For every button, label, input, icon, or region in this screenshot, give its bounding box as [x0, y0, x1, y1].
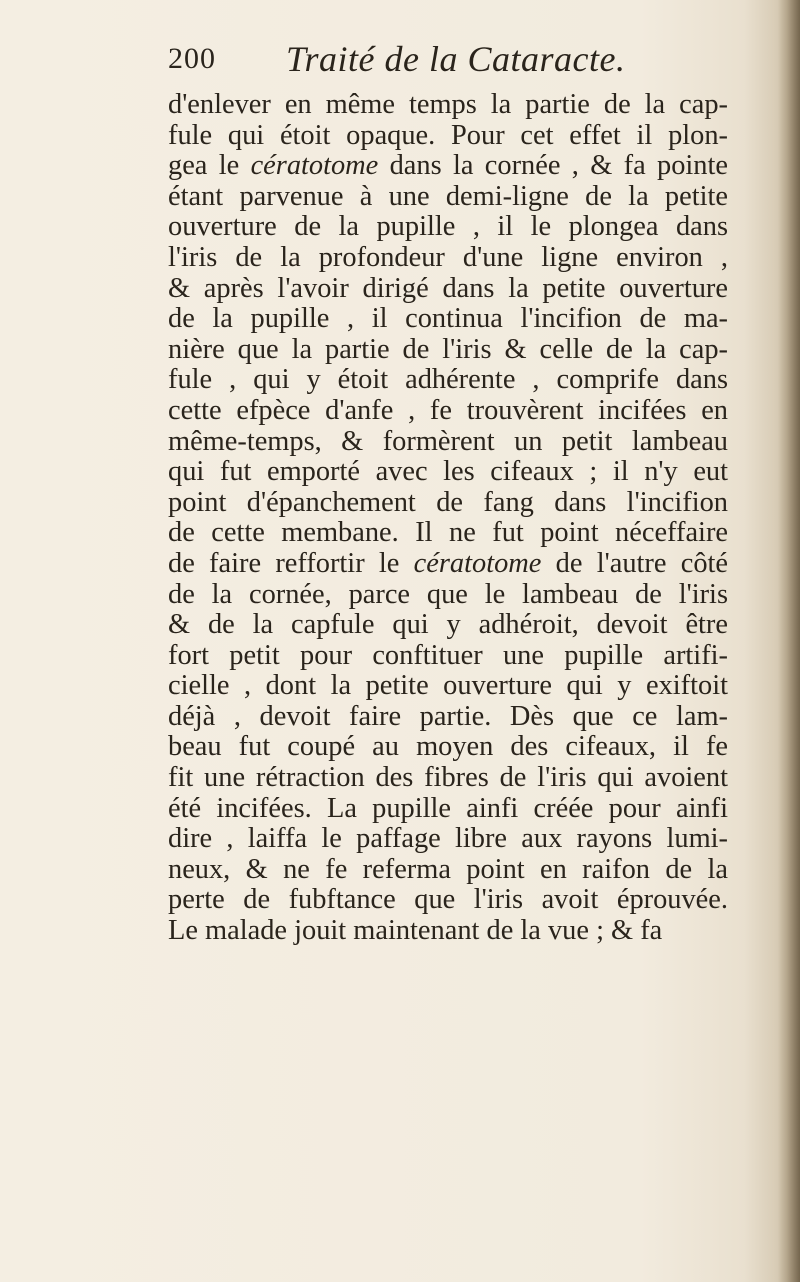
text-line [168, 212, 728, 243]
text-line [168, 121, 728, 152]
text-line [168, 702, 728, 733]
text-segment: neux, & ne fe referma point en raifon de la [168, 853, 728, 885]
text-segment: nière que la partie de l'iris & celle de la cap- [168, 333, 728, 365]
body-text [168, 90, 728, 947]
text-line [168, 610, 728, 641]
text-segment: cette efpèce d'anfe , fe trouvèrent incifées en [168, 394, 728, 426]
text-segment: été incifées. La pupille ainfi créée pour ainfi [168, 792, 728, 824]
text-line [168, 488, 728, 519]
text-line [168, 518, 728, 549]
text-segment: de faire reffortir le [168, 547, 414, 579]
text-segment: Le malade jouit maintenant de la vue ; & fa [168, 915, 663, 947]
text-segment: fort petit pour conftituer une pupille artifi- [168, 639, 728, 671]
text-line [168, 641, 728, 672]
text-line [168, 580, 728, 611]
text-line [168, 763, 728, 794]
text-line [168, 151, 728, 182]
text-segment: cielle , dont la petite ouverture qui y exiftoit [168, 670, 728, 702]
text-line [168, 365, 728, 396]
text-line [168, 824, 728, 855]
page-header [168, 38, 728, 84]
text-segment: de la cornée, parce que le lambeau de l'iris [168, 578, 728, 610]
text-segment: fit une rétraction des fibres de l'iris qui avoient [168, 762, 728, 794]
text-line [168, 90, 728, 121]
text-segment: déjà , devoit faire partie. Dès que ce lam- [168, 700, 728, 732]
text-line [168, 916, 728, 947]
text-segment: qui fut emporté avec les cifeaux ; il n'y eut [168, 456, 728, 488]
text-segment: d'enlever en même temps la partie de la cap- [168, 89, 728, 120]
text-segment: beau fut coupé au moyen des cifeaux, il fe [168, 731, 728, 763]
text-segment: dire , laiffa le paffage libre aux rayons lumi- [168, 823, 728, 855]
text-line [168, 549, 728, 580]
text-line [168, 885, 728, 916]
text-line [168, 396, 728, 427]
page-number: 200 [168, 42, 216, 75]
italic-term: cératotome [413, 547, 542, 579]
text-segment: & de la capfule qui y adhéroit, devoit être [168, 609, 728, 641]
text-line [168, 335, 728, 366]
text-line [168, 243, 728, 274]
page-edge-shadow [778, 0, 800, 1282]
text-line [168, 274, 728, 305]
text-segment: étant parvenue à une demi-ligne de la petite [168, 180, 728, 212]
text-line [168, 671, 728, 702]
text-segment: fule qui étoit opaque. Pour cet effet il plon- [168, 119, 728, 151]
text-line [168, 732, 728, 763]
running-title: Traité de la Cataracte. [286, 39, 626, 79]
text-segment: perte de fubftance que l'iris avoit éprouvée. [168, 884, 728, 916]
text-line [168, 182, 728, 213]
text-segment: de l'autre côté [541, 547, 728, 579]
text-line [168, 304, 728, 335]
text-segment: point d'épanchement de fang dans l'incifion [168, 486, 728, 518]
text-segment: fule , qui y étoit adhérente , comprife dans [168, 364, 728, 396]
italic-term: cératotome [250, 150, 379, 182]
text-line [168, 794, 728, 825]
text-segment: de cette membane. Il ne fut point néceffaire [168, 517, 728, 549]
text-line [168, 855, 728, 886]
text-segment: & après l'avoir dirigé dans la petite ouverture [168, 272, 728, 304]
text-segment: de la pupille , il continua l'incifion de ma- [168, 303, 728, 335]
text-line [168, 457, 728, 488]
text-segment: ouverture de la pupille , il le plongea dans [168, 211, 728, 243]
text-segment: gea le [168, 150, 251, 182]
text-segment: l'iris de la profondeur d'une ligne environ , [168, 241, 728, 273]
text-segment: dans la cornée , & fa pointe [378, 150, 728, 182]
text-segment: même-temps, & formèrent un petit lambeau [168, 425, 728, 457]
text-line [168, 427, 728, 458]
